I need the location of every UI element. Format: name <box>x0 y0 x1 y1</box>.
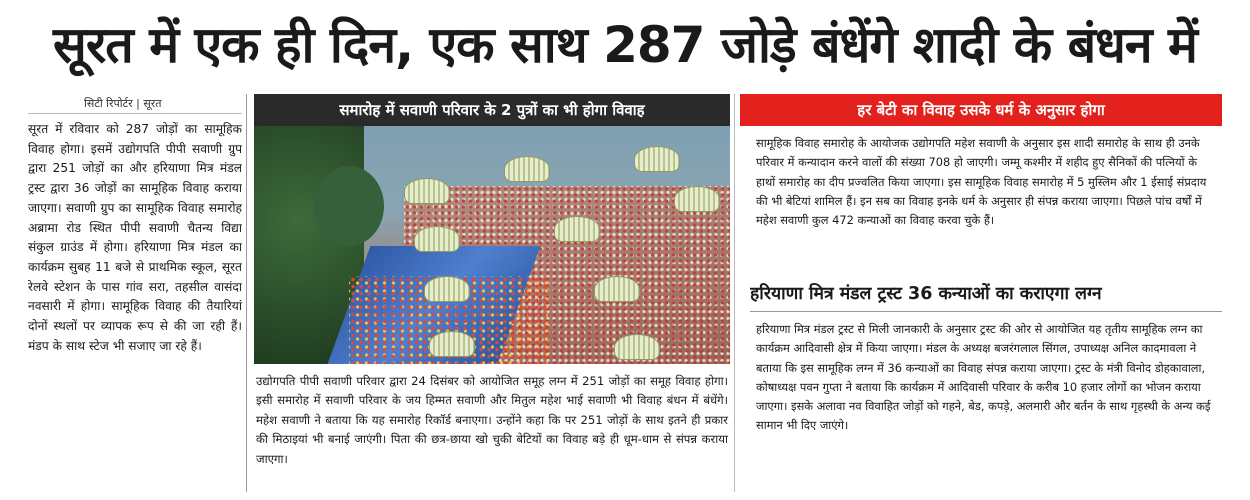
right-column <box>740 94 1222 494</box>
photo-mandap <box>404 178 450 204</box>
photo-mandap <box>429 331 475 357</box>
column-divider <box>734 94 735 492</box>
photo-mandap <box>414 226 460 252</box>
left-column <box>28 94 242 494</box>
photo-mandap <box>424 276 470 302</box>
photo-mandap <box>504 156 550 182</box>
middle-column <box>254 94 730 494</box>
photo-mandap <box>554 216 600 242</box>
right-section-heading: हर बेटी का विवाह उसके धर्म के अनुसार होगा <box>740 94 1222 126</box>
photo-mandap <box>634 146 680 172</box>
headline: सूरत में एक ही दिन, एक साथ 287 जोड़े बंधेंगे शादी के बंधन में <box>53 16 1197 74</box>
photo-mandap <box>674 186 720 212</box>
right-subheading: हरियाणा मित्र मंडल ट्रस्ट 36 कन्याओं का कराएगा लग्न <box>750 278 1222 312</box>
column-divider <box>246 94 247 492</box>
middle-section-heading: समारोह में सवाणी परिवार के 2 पुत्रों का भी होगा विवाह <box>254 94 730 126</box>
right-story-text-2: हरियाणा मित्र मंडल ट्रस्ट से मिली जानकारी के अनुसार ट्रस्ट की ओर से आयोजित यह तृतीय सामूहिक लग्न का कार्यक्रम आदिवासी क्षेत्र में किया जाएगा। मंडल के अध्यक्ष बजरंगलाल सिंगल, उपाध्यक्ष अनिल कादमावला ने बताया कि इस सामूहिक लग्न में 36 कन्याओं का विवाह संपन्न कराया जाएगा। ट्रस्ट के मंत्री विनोद डोहकावाला, कोषाध्यक्ष पवन गुप्ता ने बताया कि कार्यक्रम में आदिवासी परिवार के करीब 10 हजार लोगों का भोजन कराया जाएगा। इसके अलावा नव विवाहित जोड़ों को गहने, बेड, कपड़े, अलमारी और बर्तन के साथ गृहस्थी के अन्य कई सामान भी दिए जाएंगे। <box>756 322 1211 433</box>
wedding-venue-aerial-photo <box>254 126 730 364</box>
right-story-text: सामूहिक विवाह समारोह के आयोजक उद्योगपति महेश सवाणी के अनुसार इस शादी समारोह के साथ ही उनके परिवार में कन्यादान करने वालों की संख्या 708 हो जाएगी। जम्मू कश्मीर में शहीद हुए सैनिकों की पत्नियों के हाथों समारोह का दीप प्रज्वलित किया जाएगा। इस सामूहिक विवाह समारोह में 5 मुस्लिम और 1 ईसाई संप्रदाय की भी बेटियां शामिल हैं। इन सब का विवाह इनके धर्म के अनुसार ही संपन्न कराया जाएगा। पिछले पांच वर्षों में महेश सवाणी कुल 472 कन्याओं का विवाह करवा चुके हैं। <box>756 136 1207 228</box>
photo-mandap <box>594 276 640 302</box>
photo-caption: उद्योगपति पीपी सवाणी परिवार द्वारा 24 दिसंबर को आयोजित समूह लग्न में 251 जोड़ों का समूह विवाह होगा। इसी समारोह में सवाणी परिवार के जय हिम्मत सवाणी और मितुल महेश भाई सवाणी भी विवाह बंधन में बंधेंगे। महेश सवाणी ने बताया कि यह समारोह रिकॉर्ड बनाएगा। उन्होंने कहा कि पर 251 जोड़ों के साथ इतने ही प्रकार की मिठाइयां भी बनाई जाएंगी। पिता की छत्र-छाया खो चुकी बेटियों का विवाह बड़े ही धूम-धाम से संपन्न कराया जाएगा। <box>256 374 728 466</box>
photo-mandap <box>614 334 660 360</box>
byline: सिटी रिपोर्टर | सूरत <box>28 94 242 114</box>
left-story-text: सूरत में रविवार को 287 जोड़ों का सामूहिक विवाह होगा। इसमें उद्योगपति पीपी सवाणी ग्रुप द्वारा 251 जोड़ों का और हरियाणा मित्र मंडल ट्रस्ट द्वारा 36 जोड़ों का सामूहिक विवाह कराया जाएगा। सवाणी ग्रुप का सामूहिक विवाह समारोह अब्रामा रोड स्थित पीपी सवाणी चैतन्य विद्या संकुल ग्राउंड में होगा। हरियाणा मित्र मंडल का कार्यक्रम सुबह 11 बजे से प्राथमिक स्कूल, सूरत रेलवे स्टेशन के पास गांव सरा, तहसील वासंदा नवसारी में होगा। सामूहिक विवाह की तैयारियां दोनों स्थलों पर व्यापक रूप से की जा रही हैं। मंडप के साथ स्टेज भी सजाए जा रहे हैं। <box>28 122 242 353</box>
photo-tree-clump <box>314 166 384 246</box>
